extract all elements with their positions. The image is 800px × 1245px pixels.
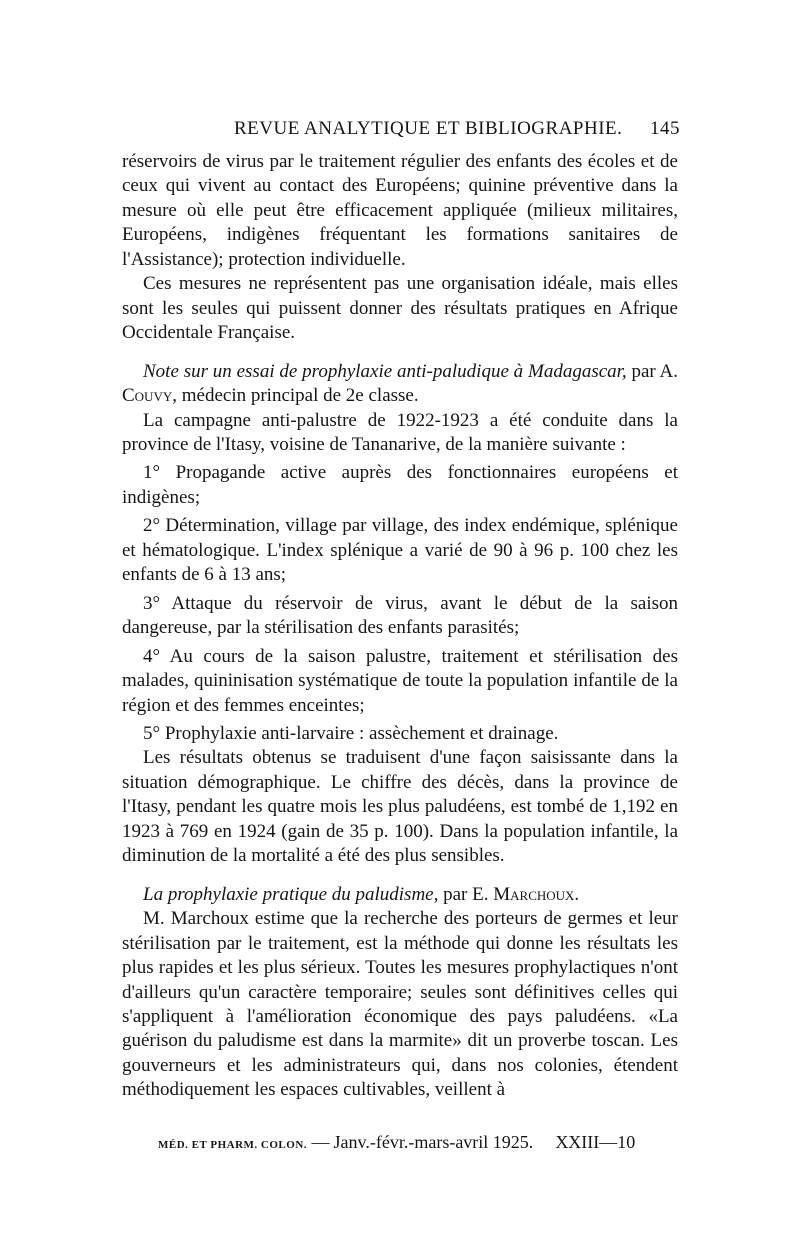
note-title-madagascar: Note sur un essai de prophylaxie anti-paludique à Madagascar,	[143, 360, 627, 382]
paragraph-conclusion: Ces mesures ne représentent pas une organisation idéale, mais elles sont les seules qui puissent donner des résultats pratiques en Afrique Occidentale Française.	[122, 273, 678, 344]
note-author-role: , médecin principal de 2e classe.	[172, 385, 419, 407]
list-item-attaque: 3° Attaque du réservoir de virus, avant le début de la saison dangereuse, par la stérilisation des enfants parasités;	[122, 592, 678, 639]
note-author-marchoux: Marchoux	[493, 883, 575, 905]
footer-signature: XXIII—10	[555, 1132, 636, 1152]
note-title-prophylaxie: La prophylaxie pratique du paludisme,	[143, 883, 439, 905]
list-item-saison-palustre: 4° Au cours de la saison palustre, traitement et stérilisation des malades, quininisation systématique de toute la population infantile de la région et des femmes enceintes;	[122, 645, 678, 716]
body-text	[122, 150, 678, 1103]
running-head	[148, 118, 680, 146]
paragraph-marchoux: M. Marchoux estime que la recherche des porteurs de germes et leur stérilisation par le traitement, est la méthode qui donne les résultats les plus rapides et les plus sérieux. Toutes les mesures prophylactiques n'ont d'ailleurs qu'un caractère temporaire; seules sont définitives celles qui s'appliquent à l'amélioration économique des pays paludéens. «La guérison du paludisme est dans la marmite» dit un proverbe toscan. Les gouverneurs et les administrateurs qui, dans nos colonies, étendent méthodiquement les espaces cultivables, veillent à	[122, 908, 678, 1101]
note-heading-madagascar	[122, 360, 678, 409]
paragraph-campaign: La campagne anti-palustre de 1922-1923 a été conduite dans la province de l'Itasy, voisine de Tananarive, de la manière suivante :	[122, 409, 678, 455]
paragraph-resultats: Les résultats obtenus se traduisent d'une façon saisissante dans la situation démographique. Le chiffre des décès, dans la province de l'Itasy, pendant les quatre mois les plus paludéens, est tombé de 1,192 en 1923 à 769 en 1924 (gain de 35 p. 100). Dans la population infantile, la diminution de la mortalité a été des plus sensibles.	[122, 747, 678, 867]
note-by: par E.	[438, 883, 494, 905]
note-by: par A.	[626, 360, 678, 382]
note-heading-prophylaxie	[122, 883, 678, 907]
list-item-propagande: 1° Propagande active auprès des fonctionnaires européens et indigènes;	[122, 462, 678, 508]
footer-date: Janv.-févr.-mars-avril 1925.	[333, 1132, 534, 1152]
running-head-title: REVUE ANALYTIQUE ET BIBLIOGRAPHIE.	[234, 118, 623, 139]
list-item-determination: 2° Détermination, village par village, des index endémique, splénique et hématologique. L'index splénique a varié de 90 à 96 p. 100 chez les enfants de 6 à 13 ans;	[122, 515, 678, 586]
list-item-anti-larvaire: 5° Prophylaxie anti-larvaire : assèchement et drainage.	[143, 722, 559, 744]
note-end: .	[574, 883, 580, 905]
footer-journal: MÉD. ET PHARM. COLON.	[158, 1139, 308, 1151]
paragraph-continuation: réservoirs de virus par le traitement régulier des enfants des écoles et de ceux qui vivent au contact des Européens; quinine préventive dans la mesure où elle peut être efficacement appliquée (milieux militaires, Européens, indigènes fréquentant les formations sanitaires de l'Assistance); protection individuelle.	[122, 151, 678, 270]
page-footer	[158, 1132, 658, 1153]
note-author-couvy: Couvy	[122, 385, 173, 407]
footer-dash: —	[307, 1132, 330, 1152]
page-number: 145	[650, 118, 680, 139]
